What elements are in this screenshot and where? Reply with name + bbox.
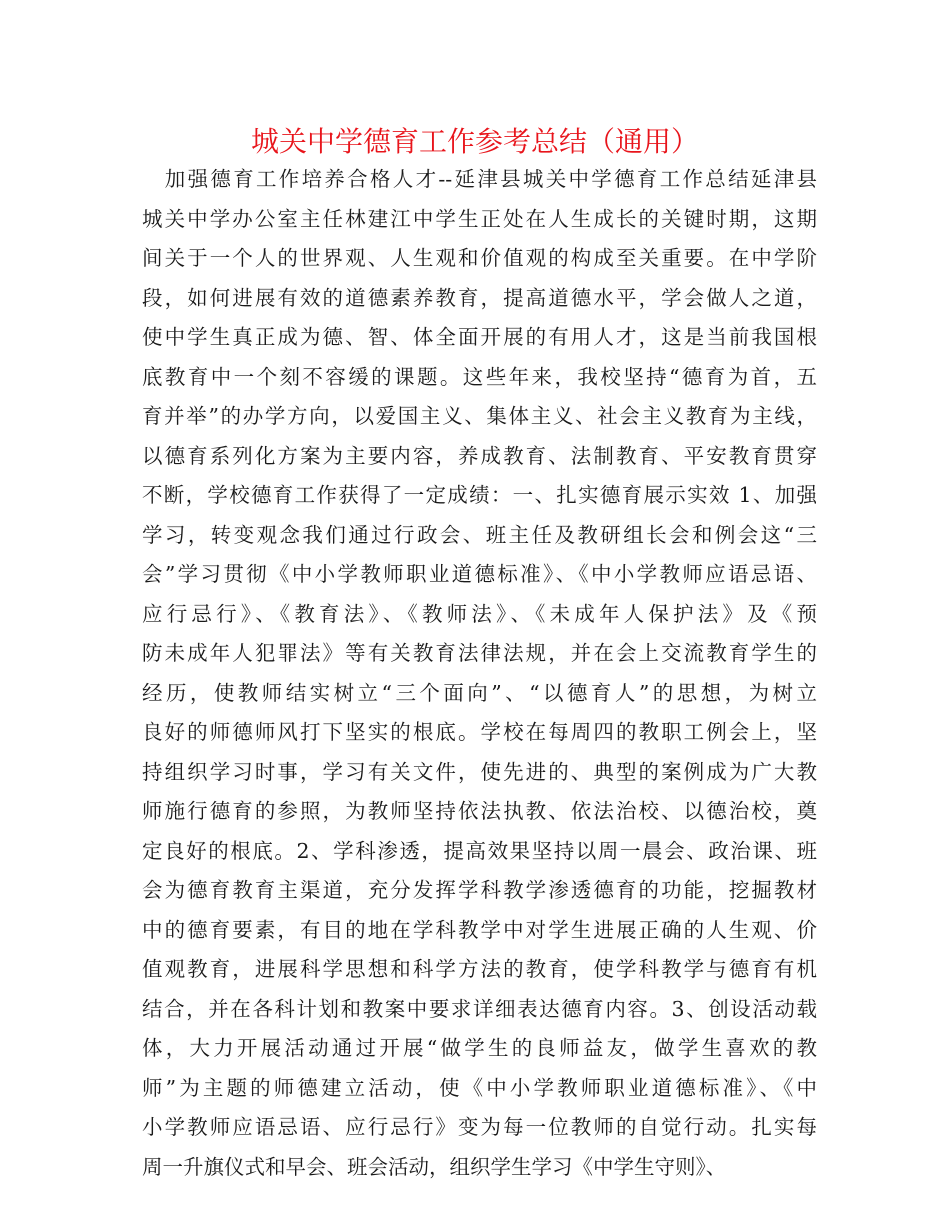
body-line: 会”学习贯彻《中小学教师职业道德标准》、《中小学教师应语忌语、 bbox=[142, 562, 817, 586]
body-line: 持组织学习时事，学习有关文件，使先进的、典型的案例成为广大教 bbox=[142, 759, 817, 784]
body-line: 经历，使教师结实树立“三个面向”、“以德育人”的思想，为树立 bbox=[142, 680, 817, 705]
body-line: 底教育中一个刻不容缓的课题。这些年来，我校坚持“德育为首，五 bbox=[142, 364, 817, 389]
body-line: 小学教师应语忌语、应行忌行》变为每一位教师的自觉行动。扎实每 bbox=[142, 1115, 817, 1139]
document-title: 城关中学德育工作参考总结（通用） bbox=[250, 125, 699, 158]
body-line: 间关于一个人的世界观、人生观和价值观的构成至关重要。在中学阶 bbox=[142, 246, 817, 270]
body-line: 城关中学办公室主任林建江中学生正处在人生成长的关键时期，这期 bbox=[142, 206, 817, 231]
body-line: 周一升旗仪式和早会、班会活动，组织学生学习《中学生守则》、 bbox=[142, 1154, 727, 1179]
body-line: 定良好的根底。2、学科渗透，提高效果坚持以周一晨会、政治课、班 bbox=[142, 838, 817, 863]
body-line: 值观教育，进展科学思想和科学方法的教育，使学科教学与德育有机 bbox=[142, 957, 817, 981]
body-line: 应行忌行》、《教育法》、《教师法》、《未成年人保护法》及《预 bbox=[142, 601, 817, 626]
body-line: 体，大力开展活动通过开展“做学生的良师益友，做学生喜欢的教 bbox=[142, 1036, 817, 1060]
body-line: 育并举”的办学方向，以爱国主义、集体主义、社会主义教育为主线， bbox=[142, 404, 817, 428]
body-line: 学习，转变观念我们通过行政会、班主任及教研组长会和例会这“三 bbox=[142, 522, 817, 547]
document-body bbox=[142, 160, 817, 1187]
body-line: 师施行德育的参照，为教师坚持依法执教、依法治校、以德治校，奠 bbox=[142, 799, 817, 823]
body-line: 段，如何进展有效的道德素养教育，提高道德水平，学会做人之道， bbox=[142, 285, 817, 310]
body-line: 加强德育工作培养合格人才--延津县城关中学德育工作总结延津县 bbox=[142, 167, 817, 191]
body-line: 会为德育教育主渠道，充分发挥学科教学渗透德育的功能，挖掘教材 bbox=[142, 878, 817, 902]
body-line: 使中学生真正成为德、智、体全面开展的有用人才，这是当前我国根 bbox=[142, 325, 817, 349]
body-line: 良好的师德师风打下坚实的根底。学校在每周四的教职工例会上，坚 bbox=[142, 720, 817, 744]
body-line: 不断，学校德育工作获得了一定成绩：一、扎实德育展示实效 1、加强 bbox=[142, 483, 817, 507]
body-line: 结合，并在各科计划和教案中要求详细表达德育内容。3、创设活动载 bbox=[142, 996, 817, 1021]
body-line: 中的德育要素，有目的地在学科教学中对学生进展正确的人生观、价 bbox=[142, 917, 817, 942]
body-line: 以德育系列化方案为主要内容，养成教育、法制教育、平安教育贯穿 bbox=[142, 443, 817, 468]
body-line: 师”为主题的师德建立活动，使《中小学教师职业道德标准》、《中 bbox=[142, 1075, 817, 1100]
body-line: 防未成年人犯罪法》等有关教育法律法规，并在会上交流教育学生的 bbox=[142, 641, 817, 665]
